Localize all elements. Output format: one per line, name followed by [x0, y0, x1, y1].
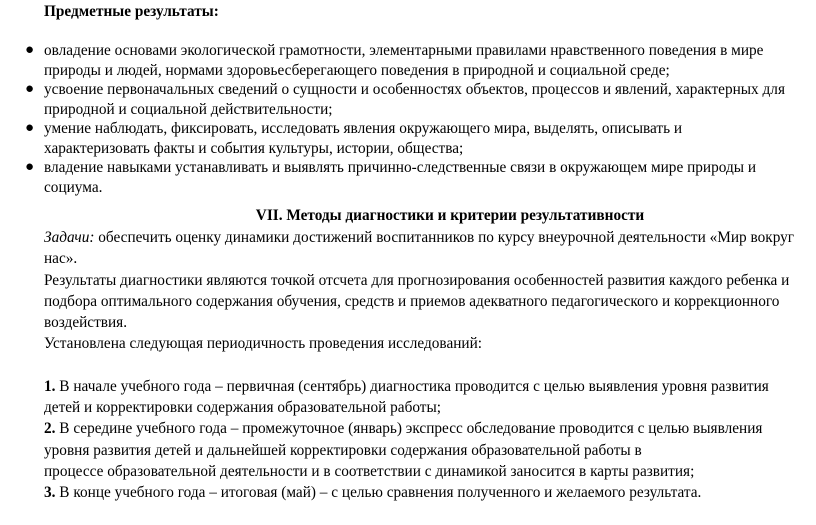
bullet-icon: ● — [25, 81, 35, 97]
schedule-item-1 — [44, 376, 816, 419]
list-item — [0, 158, 816, 197]
item-number: 3. — [44, 484, 56, 502]
diagnostics-section — [44, 205, 816, 504]
subject-results-list — [0, 41, 816, 197]
list-item-line: усвоение первоначальных сведений о сущности и особенностях объектов, процессов и явлений, характерных для — [44, 81, 785, 98]
item-text: В середине учебного года – промежуточное (январь) экспресс обследование проводится с целью выявления — [55, 420, 763, 438]
list-item — [0, 80, 816, 119]
item-text: В начале учебного года – первичная (сентябрь) диагностика проводится с целью выявления уровня развития — [55, 377, 769, 395]
list-item-line: овладение основами экологической грамотности, элементарными правилами нравственного поведения в мире — [44, 42, 764, 59]
subject-results-heading: Предметные результаты: — [44, 3, 219, 20]
list-item — [0, 41, 816, 80]
item-number: 2. — [44, 420, 56, 438]
diagnostics-paragraph — [44, 270, 816, 334]
paragraph-line: Результаты диагностики являются точкой отсчета для прогнозирования особенностей развития каждого ребенка и — [44, 271, 790, 289]
paragraph-line: воздействия. — [44, 314, 128, 332]
tasks-text-continued: нас». — [44, 250, 78, 268]
item-text: В конце учебного года – итоговая (май) – с целью сравнения полученного и желаемого результата. — [55, 484, 702, 502]
periodicity-paragraph: Установлена следующая периодичность проведения исследований: — [44, 335, 483, 353]
tasks-text: обеспечить оценку динамики достижений воспитанников по курсу внеурочной деятельности «Мир вокруг — [94, 229, 795, 246]
list-item-line: природной и социальной действительности; — [44, 100, 333, 118]
tasks-paragraph — [44, 227, 816, 270]
section-title: VII. Методы диагностики и критерии результативности — [255, 207, 645, 224]
item-text-continued: процессе образовательной деятельности и в соответствии с динамикой заносится в карты развития; — [44, 462, 695, 480]
list-item-line: природы и людей, нормами здоровьесберегающего поведения в природной и социальной среде; — [44, 61, 670, 79]
paragraph-line: подбора оптимального содержания обучения, средств и приемов адекватного педагогического и коррекционного — [44, 292, 780, 310]
tasks-label: Задачи: — [44, 229, 95, 246]
bullet-icon: ● — [25, 159, 35, 175]
list-item — [0, 119, 816, 158]
list-item-line: социума. — [44, 178, 103, 196]
list-item-line: характеризовать факты и события культуры, истории, общества; — [44, 139, 464, 157]
list-item-line: владение навыками устанавливать и выявлять причинно-следственные связи в окружающем мире природы и — [44, 159, 757, 176]
blank-line — [44, 355, 816, 376]
item-text-continued: детей и корректировки содержания образовательной работы; — [44, 399, 442, 417]
item-number: 1. — [44, 377, 56, 395]
bullet-icon: ● — [25, 42, 35, 58]
bullet-icon: ● — [25, 120, 35, 136]
schedule-item-3 — [44, 482, 816, 503]
item-text-continued: уровня развития детей и дальнейшей корректировки содержания образовательной работы в — [44, 441, 642, 459]
schedule-item-2 — [44, 418, 816, 482]
list-item-line: умение наблюдать, фиксировать, исследовать явления окружающего мира, выделять, описывать и — [44, 120, 683, 137]
